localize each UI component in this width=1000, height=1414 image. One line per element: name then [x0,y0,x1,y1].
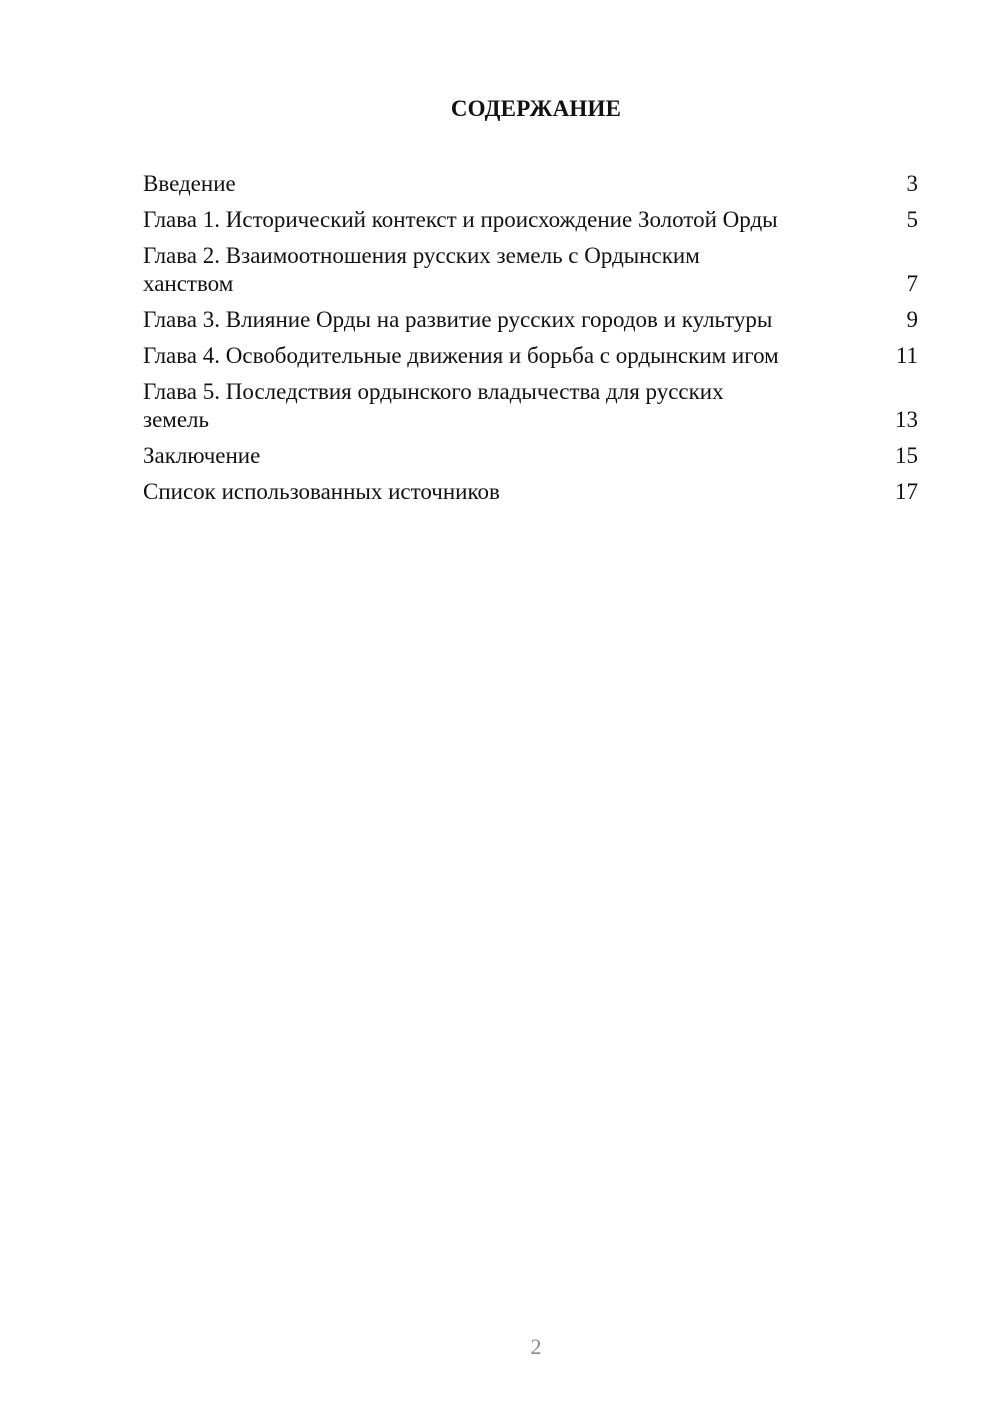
toc-entry-text: Заключение [143,443,261,468]
toc-entry-page: 13 [895,407,918,432]
toc-entry-page: 9 [906,307,918,332]
toc-entry-page: 11 [895,343,918,368]
toc-entry-text: Глава 4. Освободительные движения и борьба с ордынским игом [143,343,779,368]
toc-entry-text: Глава 2. Взаимоотношения русских земель с Ордынским ханством [143,243,700,296]
toc-entry-text: Глава 1. Исторический контекст и происхождение Золотой Орды [143,207,778,232]
page-number: 2 [530,1334,542,1359]
toc-entry-chapter-3 [143,306,918,334]
toc-entry-text: Введение [143,171,236,196]
toc-entry-page: 5 [906,207,918,232]
toc-entry-text: Глава 3. Влияние Орды на развитие русских городов и культуры [143,307,773,332]
toc-entry-conclusion [143,442,918,470]
toc-entry-references [143,478,918,506]
toc-entry-page: 7 [906,271,918,296]
table-of-contents [143,170,918,514]
toc-entry-page: 3 [906,171,918,196]
toc-entry-page: 17 [895,479,918,504]
toc-entry-chapter-5 [143,378,918,434]
toc-entry-chapter-2 [143,242,918,298]
toc-entry-chapter-1 [143,206,918,234]
toc-entry-page: 15 [895,443,918,468]
toc-title: СОДЕРЖАНИЕ [450,96,622,121]
toc-entry-text: Список использованных источников [143,479,500,504]
toc-entry-introduction [143,170,918,198]
toc-entry-chapter-4 [143,342,918,370]
toc-entry-text: Глава 5. Последствия ордынского владычества для русских земель [143,379,724,432]
